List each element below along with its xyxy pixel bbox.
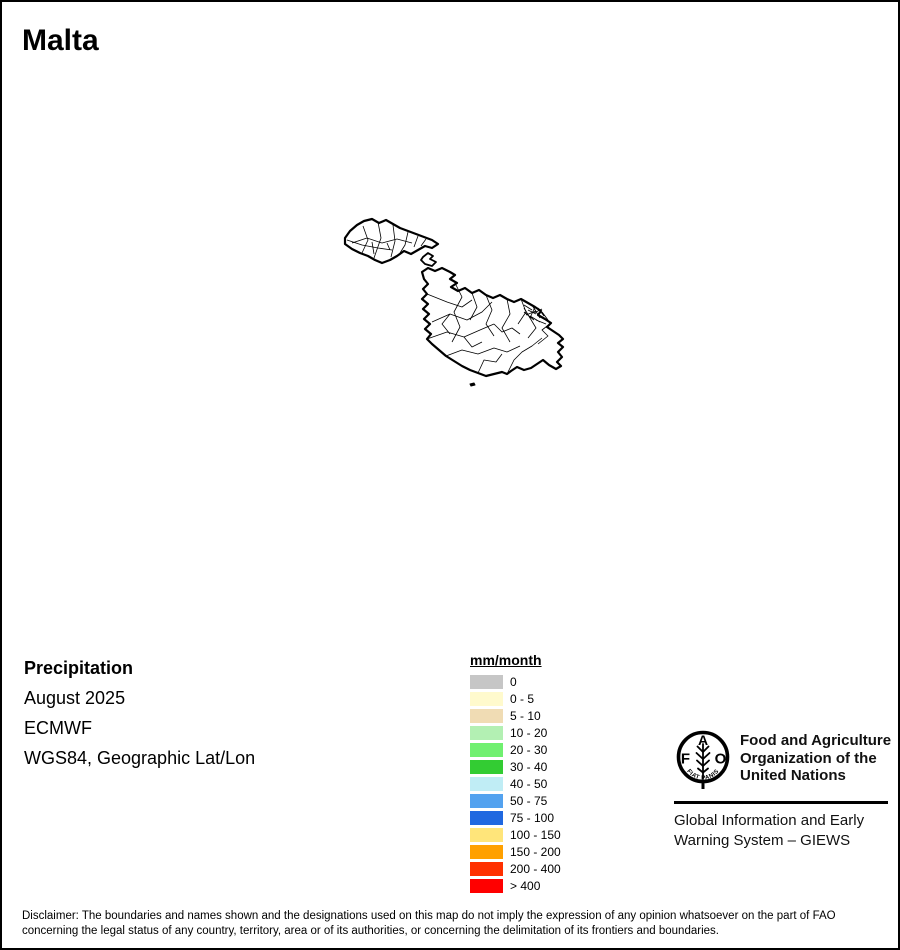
legend-swatch [470, 828, 503, 842]
legend-swatch [470, 811, 503, 825]
legend-row [470, 809, 561, 826]
legend-swatch [470, 743, 503, 757]
legend-label: 200 - 400 [510, 861, 561, 876]
fao-org-line: Organization of the [740, 749, 877, 767]
fao-motto: FIAT PANIS [685, 768, 721, 782]
map-info-block [24, 653, 255, 773]
legend-label: 0 - 5 [510, 691, 535, 706]
malta-map [2, 2, 900, 950]
disclaimer-line-1: Disclaimer: The boundaries and names shown and the designations used on this map do not imply the expression of any opinion whatsoever on the part of FAO [22, 910, 836, 922]
fao-letter-o: O [714, 750, 727, 768]
legend-swatch [470, 794, 503, 808]
giews-line: Warning System – GIEWS [674, 832, 851, 849]
legend-row [470, 741, 561, 758]
info-projection: WGS84, Geographic Lat/Lon [24, 748, 256, 768]
legend-row [470, 860, 561, 877]
legend-swatch [470, 692, 503, 706]
precipitation-legend [470, 652, 561, 894]
legend-label: 10 - 20 [510, 725, 548, 740]
legend-swatch [470, 777, 503, 791]
legend-row [470, 775, 561, 792]
legend-label: 20 - 30 [510, 742, 548, 757]
giews-line: Global Information and Early [674, 812, 865, 829]
legend-row [470, 758, 561, 775]
legend-row [470, 673, 561, 690]
legend-label: 5 - 10 [510, 708, 541, 723]
fao-org-name [740, 732, 891, 785]
legend-row [470, 690, 561, 707]
comino-island [421, 253, 436, 266]
legend-swatch [470, 862, 503, 876]
legend-swatch [470, 726, 503, 740]
legend-row [470, 826, 561, 843]
legend-row [470, 843, 561, 860]
info-heading: Precipitation [24, 658, 134, 678]
legend-row [470, 792, 561, 809]
page-title: Malta [22, 24, 99, 57]
disclaimer-text [22, 909, 870, 939]
fao-logo-wheat-icon [697, 744, 710, 779]
legend-title: mm/month [470, 652, 542, 668]
fao-org-line: Food and Agriculture [740, 732, 892, 749]
fao-letter-a: A [697, 732, 709, 748]
giews-label [674, 811, 864, 851]
info-source: ECMWF [24, 718, 92, 738]
legend-label: 50 - 75 [510, 793, 548, 808]
legend-swatch [470, 675, 503, 689]
legend-label: 0 [510, 674, 517, 689]
fao-logo [674, 727, 734, 795]
legend-swatch [470, 845, 503, 859]
info-date: August 2025 [24, 688, 126, 708]
legend-label: 100 - 150 [510, 827, 561, 842]
legend-row [470, 707, 561, 724]
legend-label: 150 - 200 [510, 844, 561, 859]
legend-label: 40 - 50 [510, 776, 548, 791]
legend-label: 75 - 100 [510, 810, 555, 825]
legend-row [470, 877, 561, 894]
disclaimer-line-2: concerning the legal status of any country, territory, area or of its authorities, or concerning the delimitation of its frontiers and boundaries. [22, 925, 719, 937]
legend-swatch [470, 709, 503, 723]
fao-org-line: United Nations [740, 767, 846, 784]
legend-swatch [470, 879, 503, 893]
legend-label: > 400 [510, 878, 541, 893]
fao-letter-f: F [680, 750, 691, 768]
legend-row [470, 724, 561, 741]
legend-swatch [470, 760, 503, 774]
filfla-island [470, 383, 475, 386]
legend-rows [470, 673, 561, 894]
fao-divider-line [674, 801, 888, 804]
legend-label: 30 - 40 [510, 759, 548, 774]
